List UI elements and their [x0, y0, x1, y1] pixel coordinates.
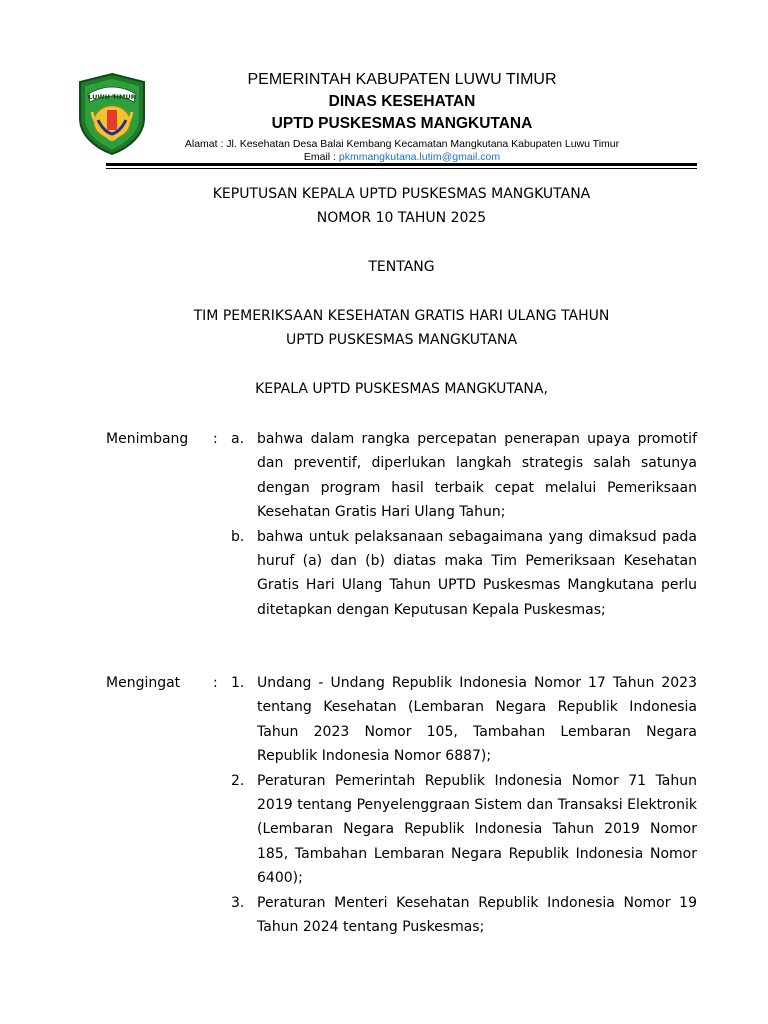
tentang-heading: TENTANG	[368, 259, 435, 275]
list-item-text: Peraturan Menteri Kesehatan Republik Indonesia Nomor 19 Tahun 2024 tentang Puskesmas;	[257, 894, 697, 936]
letterhead-divider-thick	[106, 163, 697, 166]
svg-text:LUWU TIMUR: LUWU TIMUR	[88, 93, 136, 101]
list-item	[106, 525, 697, 623]
letterhead-text	[160, 70, 644, 164]
decree-title	[106, 182, 697, 230]
menimbang-label: Menimbang	[106, 431, 189, 447]
issuer-heading: KEPALA UPTD PUSKESMAS MANGKUTANA,	[255, 381, 548, 397]
menimbang-colon: :	[213, 431, 218, 447]
decree-subject-line1: TIM PEMERIKSAAN KESEHATAN GRATIS HARI ULANG TAHUN	[193, 308, 610, 324]
list-item-marker: a.	[231, 431, 245, 447]
list-item	[106, 427, 697, 525]
agency-name: DINAS KESEHATAN	[328, 93, 476, 110]
mengingat-label: Mengingat	[106, 675, 181, 691]
decree-subject	[106, 304, 697, 352]
list-item-text: bahwa dalam rangka percepatan penerapan upaya promotif dan preventif, diperlukan langkah strategis salah satunya dengan program hasil terbaik cepat melalui Pemeriksaan Kesehatan Gratis Hari Ulang Tahun;	[257, 431, 697, 521]
list-item-marker: b.	[231, 528, 245, 545]
list-item-marker: 2.	[231, 772, 245, 789]
email-label: Email :	[303, 151, 339, 163]
list-item-text: Undang - Undang Republik Indonesia Nomor 17 Tahun 2023 tentang Kesehatan (Lembaran Negara Republik Indonesia Tahun 2023 Nomor 105, Tambahan Lembaran Negara Republik Indonesia Nomor 6887);	[257, 675, 697, 765]
decree-title-line: KEPUTUSAN KEPALA UPTD PUSKESMAS MANGKUTANA	[212, 186, 591, 202]
list-item-marker: 1.	[231, 675, 245, 691]
letterhead-divider-thin	[106, 168, 697, 169]
list-item-text: Peraturan Pemerintah Republik Indonesia Nomor 71 Tahun 2019 tentang Penyelenggraan Sistem dan Transaksi Elektronik (Lembaran Negara Republik Indonesia Tahun 2019 Nomor 185, Tambahan Lembaran Negara Republik Indonesia Nomor 6400);	[257, 772, 697, 887]
list-item	[106, 671, 697, 769]
email-link[interactable]: pkmmangkutana.lutim@gmail.com	[338, 151, 501, 163]
mengingat-colon: :	[213, 675, 218, 691]
government-name: PEMERINTAH KABUPATEN LUWU TIMUR	[247, 71, 557, 88]
list-item	[106, 891, 697, 940]
list-item-marker: 3.	[231, 894, 245, 911]
address-line: Alamat : Jl. Kesehatan Desa Balai Kembang Kecamatan Mangkutana Kabupaten Luwu Timur	[184, 138, 620, 150]
emblem-shield-icon	[74, 72, 150, 156]
list-item	[106, 769, 697, 891]
menimbang-section	[106, 427, 697, 622]
mengingat-section	[106, 671, 697, 939]
unit-name: UPTD PUSKESMAS MANGKUTANA	[271, 115, 533, 132]
list-item-text: bahwa untuk pelaksanaan sebagaimana yang dimaksud pada huruf (a) dan (b) diatas maka Tim Pemeriksaan Kesehatan Gratis Hari Ulang Tahun UPTD Puskesmas Mangkutana perlu ditetapkan dengan Keputusan Kepala Puskesmas;	[257, 528, 697, 618]
decree-number: NOMOR 10 TAHUN 2025	[316, 210, 487, 226]
decree-subject-line2: UPTD PUSKESMAS MANGKUTANA	[285, 332, 518, 348]
luwu-timur-emblem-logo	[74, 72, 150, 156]
